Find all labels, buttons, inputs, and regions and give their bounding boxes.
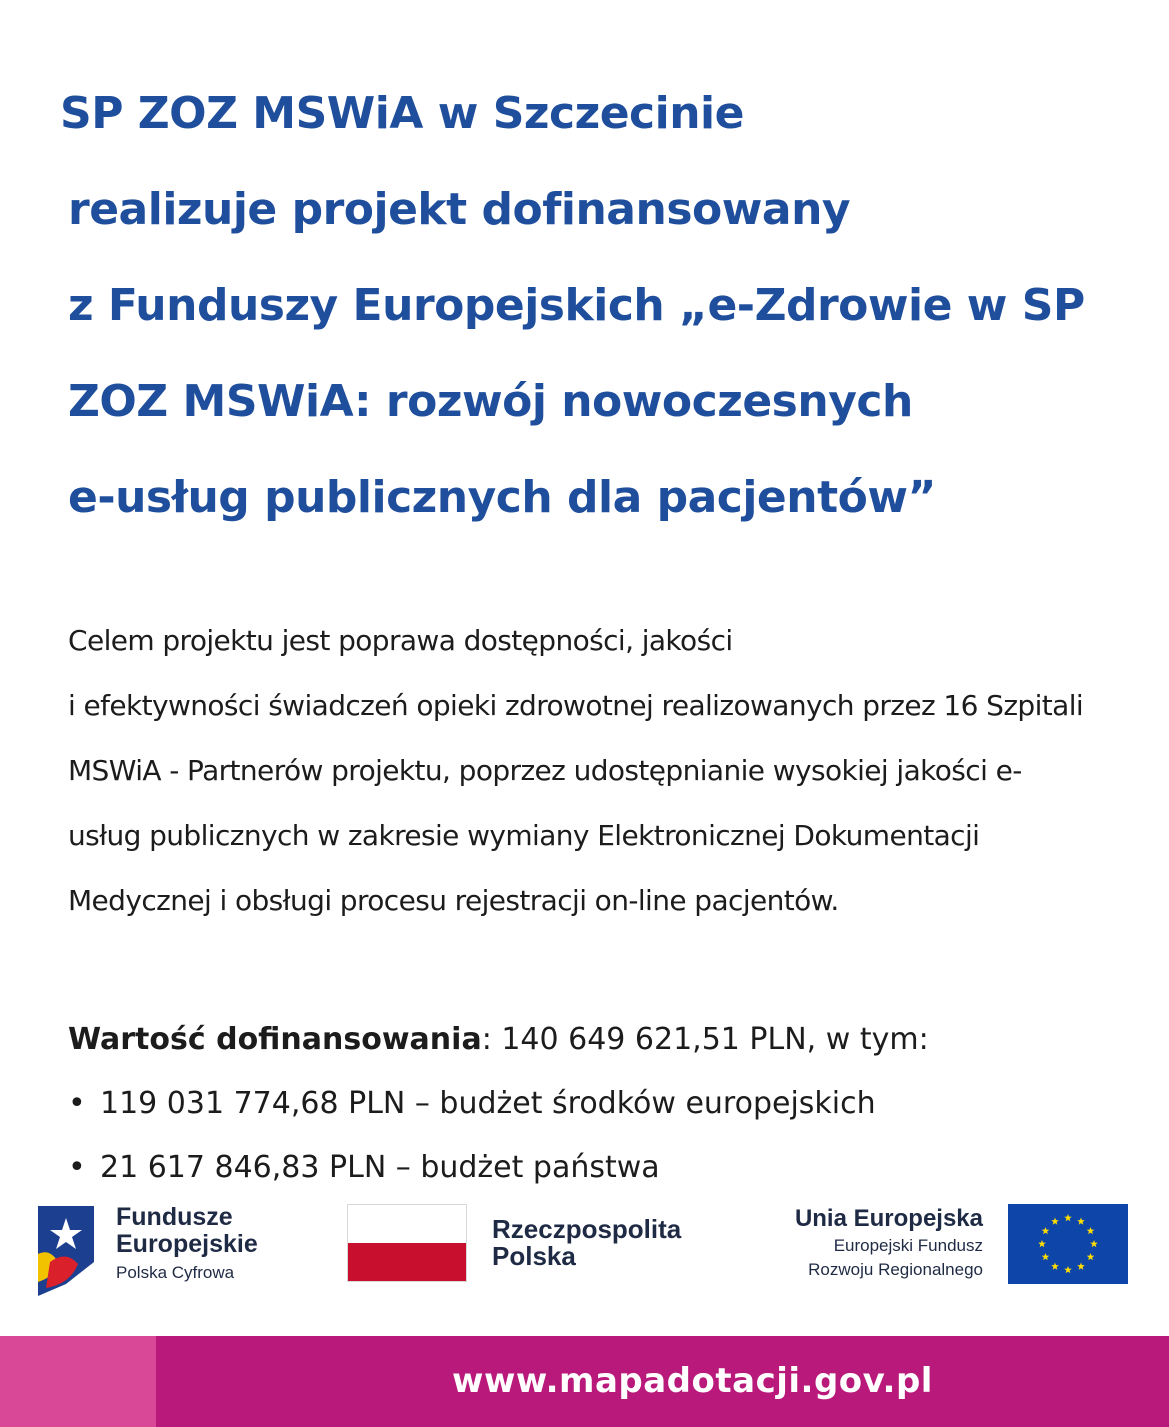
description-line: usług publicznych w zakresie wymiany Elektronicznej Dokumentacji <box>68 819 980 852</box>
website-link[interactable]: www.mapadotacji.gov.pl <box>452 1361 933 1401</box>
eu-line: Unia Europejska <box>794 1205 983 1232</box>
description-line: MSWiA - Partnerów projektu, poprzez udostępnianie wysokiej jakości e- <box>68 754 1022 787</box>
list-item <box>68 1072 1108 1136</box>
fe-line: Fundusze <box>116 1203 233 1231</box>
title-line: realizuje projekt dofinansowany <box>68 184 851 235</box>
unia-europejska-text <box>795 1204 983 1282</box>
funding-section <box>68 1008 1108 1200</box>
footer-accent <box>0 1336 156 1427</box>
page-title <box>60 66 1120 546</box>
pl-line: Rzeczpospolita <box>492 1214 682 1244</box>
description-line: i efektywności świadczeń opieki zdrowotnej realizowanych przez 16 Szpitali <box>68 689 1084 722</box>
description-line: Celem projektu jest poprawa dostępności, jakości <box>68 624 733 657</box>
footer-bar <box>0 1336 1169 1427</box>
fe-line: Europejskie <box>116 1230 258 1258</box>
polish-flag-icon <box>347 1204 467 1282</box>
description-line: Medycznej i obsługi procesu rejestracji on-line pacjentów. <box>68 884 839 917</box>
funding-label: Wartość dofinansowania <box>68 1022 482 1057</box>
pl-line: Polska <box>492 1241 576 1271</box>
bullet-icon: • <box>68 1086 86 1121</box>
fundusze-europejskie-text <box>116 1204 258 1288</box>
fe-line: Polska Cyfrowa <box>116 1263 235 1282</box>
funding-state-budget: 21 617 846,83 PLN – budżet państwa <box>100 1150 660 1185</box>
logo-strip <box>0 1190 1169 1310</box>
eu-flag-icon <box>1008 1204 1128 1284</box>
title-line: SP ZOZ MSWiA w Szczecinie <box>60 88 744 139</box>
title-line: z Funduszy Europejskich „e-Zdrowie w SP <box>68 280 1085 331</box>
bullet-icon: • <box>68 1150 86 1185</box>
funding-total <box>68 1008 1108 1072</box>
title-line: ZOZ MSWiA: rozwój nowoczesnych <box>68 376 913 427</box>
funding-eu-budget: 119 031 774,68 PLN – budżet środków europejskich <box>100 1086 876 1121</box>
eu-line: Europejski Fundusz <box>833 1236 983 1255</box>
eu-line: Rozwoju Regionalnego <box>808 1260 983 1279</box>
title-line: e-usług publicznych dla pacjentów” <box>68 472 936 523</box>
funding-breakdown <box>68 1072 1108 1200</box>
fundusze-europejskie-logo-icon <box>36 1204 96 1296</box>
project-description <box>68 608 1098 933</box>
funding-value: : 140 649 621,51 PLN, w tym: <box>481 1022 929 1057</box>
rzeczpospolita-polska-text <box>492 1216 681 1270</box>
